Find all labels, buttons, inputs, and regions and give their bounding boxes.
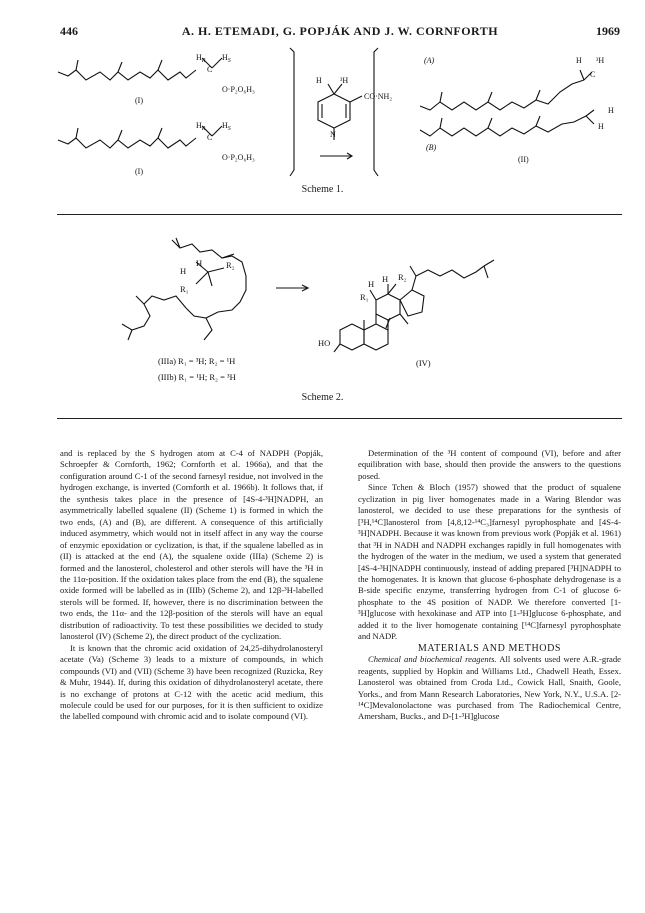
IIIa-h-label: H [180, 266, 187, 276]
end-A-label: (A) [424, 56, 435, 65]
ring-C [376, 294, 400, 320]
IV-h2-label: H [382, 274, 389, 284]
hydroxyl-label: HO [318, 338, 331, 348]
hs-label: $H_S$ [222, 53, 231, 64]
IV-r2-label: R₂ [398, 272, 407, 282]
IIIa-h2-label: H [196, 258, 203, 268]
squalene-h2-label: H [608, 106, 614, 115]
right-column [358, 448, 621, 723]
c1-label-2: C [207, 133, 213, 142]
methods-paragraph [358, 654, 621, 723]
hr-label: $H_R$ [196, 53, 206, 64]
squalene-h-label: H [576, 56, 582, 65]
ring-A [340, 324, 364, 350]
scheme-1-caption: Scheme 1. [301, 184, 344, 195]
pyrophosphate-1: O·P₂O₆H₃ [222, 85, 255, 94]
IIIa-formula: (IIIa) R₁ = ³H; R₂ = ¹H [158, 356, 236, 366]
hs-label-2: $H_S$ [222, 121, 231, 132]
compound-II-label: (II) [518, 155, 529, 164]
IIIb-formula: (IIIb) R₁ = ¹H; R₂ = ³H [158, 372, 236, 382]
squalene-h3-label: H [598, 122, 604, 131]
ring-D [400, 290, 424, 316]
squalene-oxide-chain [172, 240, 246, 318]
left-paragraph-2: It is known that the chromic acid oxidation of 24,25-dihydrolanosteryl acetate (Va) (Scheme 3) leads to a mixture of compounds, in which compounds (VI) and (VII) (Scheme 3) have been recognized (Ruzicka, Rey & Muhr, 1944). If, during this oxidation of dihydrolanosteryl acetate, there is no exchange of protons at C-12 with the acetic acid medium, this molecule could be used for our purposes, for it is then sufficient to oxidize the labelled compound with chromic acid and to isolate compound (VI). [60, 642, 323, 722]
ring-B [364, 324, 388, 350]
author-line: A. H. ETEMADI, G. POPJÁK AND J. W. CORNFORTH [181, 24, 499, 38]
left-column [60, 448, 323, 723]
nadph-tritium-label: ³H [340, 76, 349, 85]
right-paragraph-1: Determination of the ³H content of compound (VI), before and after equilibration with base, should then provide the answers to the questions posed. [358, 448, 621, 481]
IIIa-r1-label: R₁ [180, 284, 189, 294]
methods-text: All solvents used were A.R.-grade reagents, supplied by Hopkin and Williams Ltd., Chadwell Heath, Essex. Lanosterol was obtained from Croda Ltd., Cowick Hall, Snaith, Goole, Yorks., and from Mann Research Laboratories, New York, N.Y., U.S.A. [2-¹⁴C]Mevalonolactone was purchased from The Radiochemical Centre, Amersham, Bucks., and D-[1-³H]glucose [358, 654, 621, 722]
squalene-tritium-label: ³H [596, 56, 605, 65]
c1-label: C [207, 65, 213, 74]
compound-I-label-2: (I) [135, 167, 143, 176]
journal-year: 1969 [596, 24, 620, 38]
pyrophosphate-2: O·P₂O₆H₃ [222, 153, 255, 162]
scheme-2-figure [0, 0, 645, 420]
IV-r1-label: R₁ [360, 292, 369, 302]
nitrogen-label: N [330, 130, 336, 139]
end-B-label: (B) [426, 143, 437, 152]
compound-I-label-1: (I) [135, 96, 143, 105]
hr-label-2: $H_R$ [196, 121, 206, 132]
IV-label: (IV) [416, 358, 431, 368]
right-paragraph-2: Since Tchen & Bloch (1957) showed that the product of squalene cyclization in pig liver homogenates made in a Waring Blendor was lanosterol, we decided to use these preparations for the synthesis of [³H,¹⁴C]lanosterol from [4,8,12-¹⁴C₃]farnesyl pyrophosphate and [4S-4-³H]NADPH. Because it was known from previous work (Popják et al. 1961) that ³H in NADH and NADPH exchanges rapidly in full homogenates with the hydrogen of the water in the medium, we used a system that generated [4S-4-³H]NADPH continuously, instead of adding prepared [³H]NADPH to the homogenates. It is known that glucose 6-phosphate dehydrogenase is a B-side specific enzyme, transferring hydrogen from C-1 of glucose 6-phosphate to the 4S position of NADP. We therefore converted [1-³H]glucose with hexokinase and ATP into [1-³H]glucose 6-phosphate, and added it to the liver homogenate containing [¹⁴C]farnesyl pyrophosphate and NADP. [358, 482, 621, 642]
scheme-2-caption: Scheme 2. [301, 392, 344, 403]
nadph-h-label: H [316, 76, 322, 85]
conh2-label: CO·NH₂ [364, 92, 393, 101]
methods-heading: MATERIALS AND METHODS [417, 642, 562, 654]
methods-subheading: Chemical and biochemical reagents. [368, 654, 497, 665]
IIIa-r2-label: R₂ [226, 260, 235, 270]
scheme-rule-bottom [57, 418, 622, 419]
squalene-c-label: C [590, 70, 596, 79]
page-number: 446 [60, 24, 78, 38]
IV-h-label: H [368, 279, 375, 289]
left-paragraph-1: and is replaced by the S hydrogen atom at C-4 of NADPH (Popják, Schroepfer & Cornforth, 1962; Cornforth et al. 1966a), and that the configuration around C-1 of the second farnesyl residue, not involved in the hydrogen exchange, is inverted (Cornforth et al. 1966b). It follows that, if the synthesis takes place in the presence of [4S-4-³H]NADPH, an asymmetrically labelled squalene (II) (Scheme 1) is formed in which the two ends, (A) and (B), are different. A consequence of this artificially induced asymmetry, which would not in itself affect in any way the course of enzymic epoxidation or cyclization, is that, if the squalene labelled as in (II) is attacked at the end (A), the squalene oxide (IIIa) (Scheme 2) is formed and the lanosterol, cholesterol and other sterols will have the ³H in the 11α-position. If the oxidation takes place from the end (B), the squalene oxide formed will be labelled as in (IIIb) (Scheme 2), and 12β-³H-labelled sterols will be formed. If, however, there is no discrimination between the two ends, the 11α- and the 12β-position of the sterols will have an equal distribution of radioactivity. To test these possibilities we decided to study lanosterol (IV) (Scheme 2), the direct product of the cyclization. [60, 448, 323, 642]
